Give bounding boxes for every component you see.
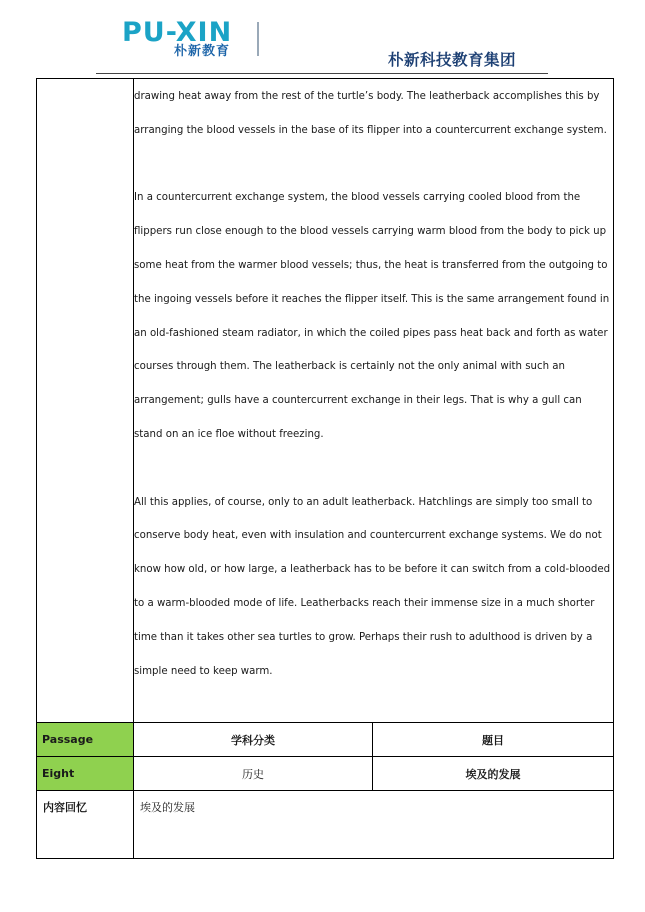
passage-row bbox=[37, 79, 614, 723]
subject-value: 历史 bbox=[134, 757, 373, 791]
passage-paragraph-2: In a countercurrent exchange system, the blood vessels carrying cooled blood from the flippers run close enough to the blood vessels carrying warm blood from the body to pick up some heat from the warmer blood vessels; thus, the heat is transferred from the outgoing to the ingoing vessels before it reaches the flipper itself. This is the same arrangement found in an old-fashioned steam radiator, in which the coiled pipes pass heat back and forth as water courses through them. The leatherback is certainly not the only animal with such an arrangement; gulls have a countercurrent exchange in their legs. That is why a gull can stand on an ice floe without freezing. bbox=[134, 192, 610, 440]
logo-subtext: 朴新教育 bbox=[174, 44, 231, 59]
passage-text-cell bbox=[134, 79, 614, 723]
subject-header: 学科分类 bbox=[134, 723, 373, 757]
memory-label: 内容回忆 bbox=[37, 791, 134, 859]
passage-paragraph-3: All this applies, of course, only to an adult leatherback. Hatchlings are simply too small to conserve body heat, even with insulation and countercurrent exchange systems. We do not know how old, or how large, a leatherback has to be before it can switch from a cold-blooded to a warm-blooded mode of life. Leatherbacks reach their immense size in a much shorter time than it takes other sea turtles to grow. Perhaps their rush to adulthood is driven by a simple need to keep warm. bbox=[134, 496, 611, 677]
passage-number-cell: Eight bbox=[37, 757, 134, 791]
passage-label-cell: Passage bbox=[37, 723, 134, 757]
passage-table bbox=[36, 78, 614, 859]
info-header-row bbox=[37, 723, 614, 757]
passage-paragraph-1: drawing heat away from the rest of the turtle’s body. The leatherback accomplishes this by arranging the blood vessels in the base of its flipper into a countercurrent exchange system. bbox=[134, 91, 607, 136]
info-value-row bbox=[37, 757, 614, 791]
logo-wordmark: PU-XIN bbox=[122, 17, 233, 48]
logo-divider bbox=[257, 22, 259, 56]
memory-row bbox=[37, 791, 614, 859]
topic-header: 题目 bbox=[373, 723, 614, 757]
passage-left-cell bbox=[37, 79, 134, 723]
topic-value: 埃及的发展 bbox=[373, 757, 614, 791]
puxin-logo bbox=[122, 18, 262, 62]
organization-name: 朴新科技教育集团 bbox=[388, 51, 517, 69]
memory-value: 埃及的发展 bbox=[134, 791, 614, 859]
header-rule bbox=[96, 73, 548, 74]
